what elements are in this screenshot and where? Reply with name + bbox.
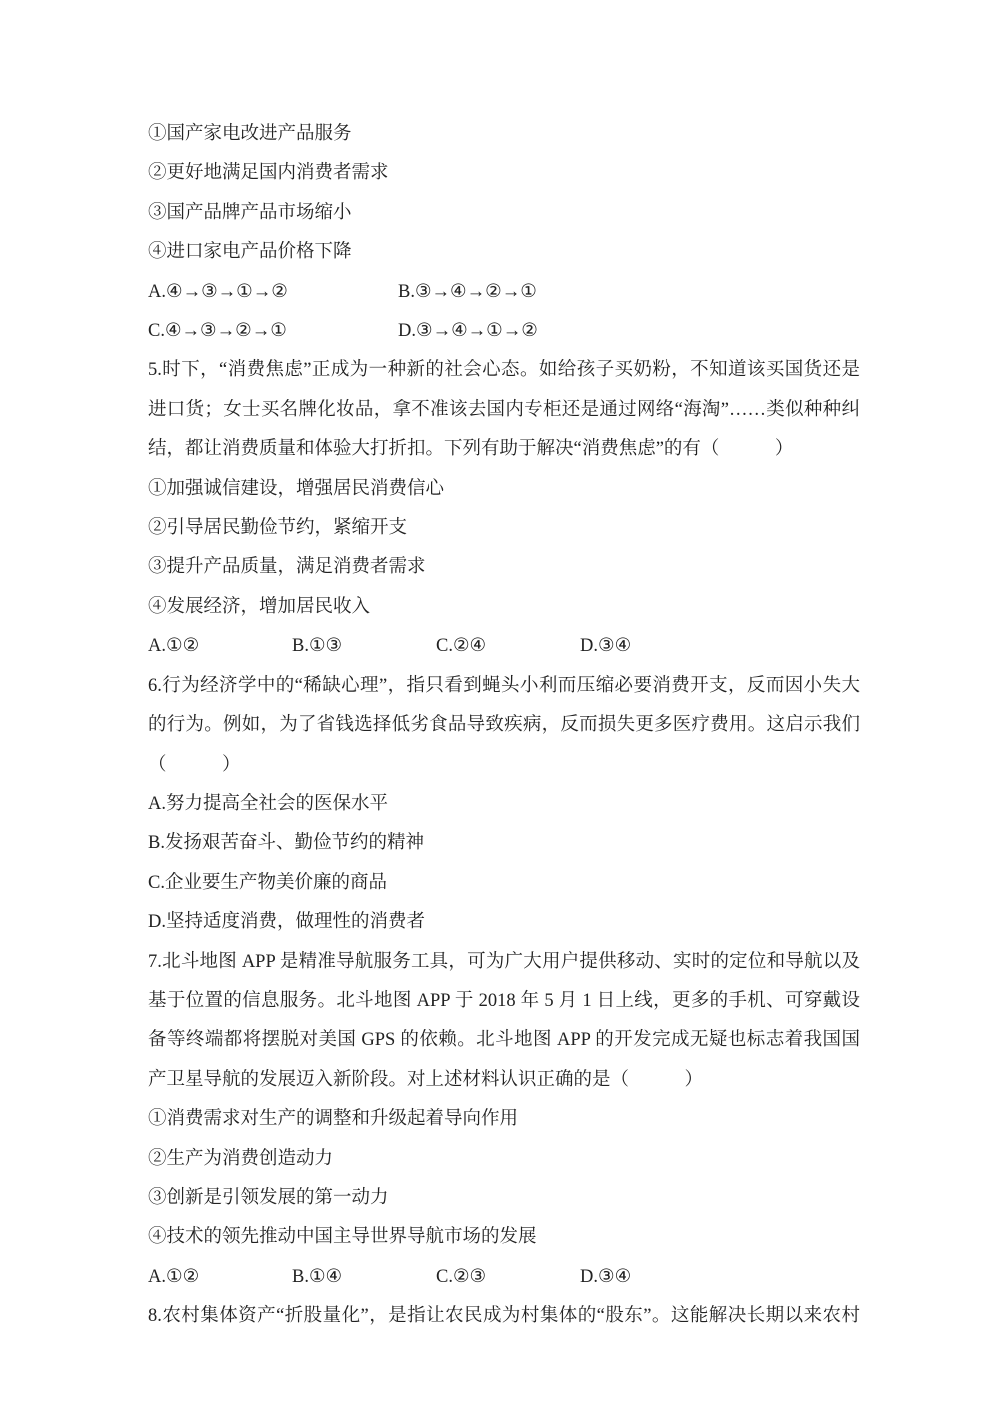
statement-item: ④发展经济，增加居民收入	[148, 596, 371, 617]
option-item: B.①③	[292, 636, 343, 657]
options-row	[148, 312, 860, 351]
statement-item: ③国产品牌产品市场缩小	[148, 202, 352, 223]
option-item: C.④→③→②→①	[148, 321, 287, 342]
statement-item: ①消费需求对生产的调整和升级起着导向作用	[148, 1109, 519, 1130]
option-item: C.②③	[436, 1266, 487, 1287]
question-stem: 8.农村集体资产“折股量化”，是指让农民成为村集体的“股东”。这能解决长期以来农村	[148, 1306, 860, 1327]
option-item: A.①②	[148, 636, 200, 657]
options-row	[148, 273, 860, 312]
question-stem: 7.北斗地图 APP 是精准导航服务工具，可为广大用户提供移动、实时的定位和导航以及基于位置的信息服务。北斗地图 APP 于 2018 年 5 月 1 日上线，更多的手机、可穿戴设备等终端都将摆脱对美国 GPS 的依赖。北斗地图 APP 的开发完成无疑也标志着我国国产卫星导航的发展迈入新阶段。对上述材料认识正确的是（ ）	[148, 951, 860, 1090]
option-item: D.③④	[580, 1266, 632, 1287]
option-line: D.坚持适度消费，做理性的消费者	[148, 912, 425, 933]
option-item: D.③④	[580, 636, 632, 657]
option-item: B.③→④→②→①	[398, 281, 537, 302]
statement-item: ②引导居民勤俭节约，紧缩开支	[148, 518, 408, 539]
option-line: B.发扬艰苦奋斗、勤俭节约的精神	[148, 833, 424, 854]
statement-item: ②更好地满足国内消费者需求	[148, 163, 389, 184]
option-item: C.②④	[436, 636, 487, 657]
statement-item: ④进口家电产品价格下降	[148, 242, 352, 263]
option-item: B.①④	[292, 1266, 343, 1287]
statement-item: ①加强诚信建设，增强居民消费信心	[148, 478, 445, 499]
question-stem: 6.行为经济学中的“稀缺心理”，指只看到蝇头小利而压缩必要消费开支，反而因小失大的行为。例如，为了省钱选择低劣食品导致疾病，反而损失更多医疗费用。这启示我们（ ）	[148, 675, 860, 775]
exam-questions-content	[148, 115, 860, 1337]
option-item: A.①②	[148, 1266, 200, 1287]
options-row	[148, 1258, 860, 1297]
options-row	[148, 627, 860, 666]
statement-item: ③提升产品质量，满足消费者需求	[148, 557, 426, 578]
option-line: A.努力提高全社会的医保水平	[148, 793, 388, 814]
question-stem: 5.时下，“消费焦虑”正成为一种新的社会心态。如给孩子买奶粉，不知道该买国货还是进口货；女士买名牌化妆品，拿不准该去国内专柜还是通过网络“海淘”……类似种种纠结，都让消费质量和体验大打折扣。下列有助于解决“消费焦虑”的有（ ）	[148, 360, 860, 460]
option-item: A.④→③→①→②	[148, 281, 288, 302]
option-line: C.企业要生产物美价廉的商品	[148, 872, 387, 893]
statement-item: ②生产为消费创造动力	[148, 1148, 334, 1169]
statement-item: ③创新是引领发展的第一动力	[148, 1187, 389, 1208]
option-item: D.③→④→①→②	[398, 321, 538, 342]
statement-item: ④技术的领先推动中国主导世界导航市场的发展	[148, 1227, 537, 1248]
statement-item: ①国产家电改进产品服务	[148, 124, 352, 144]
